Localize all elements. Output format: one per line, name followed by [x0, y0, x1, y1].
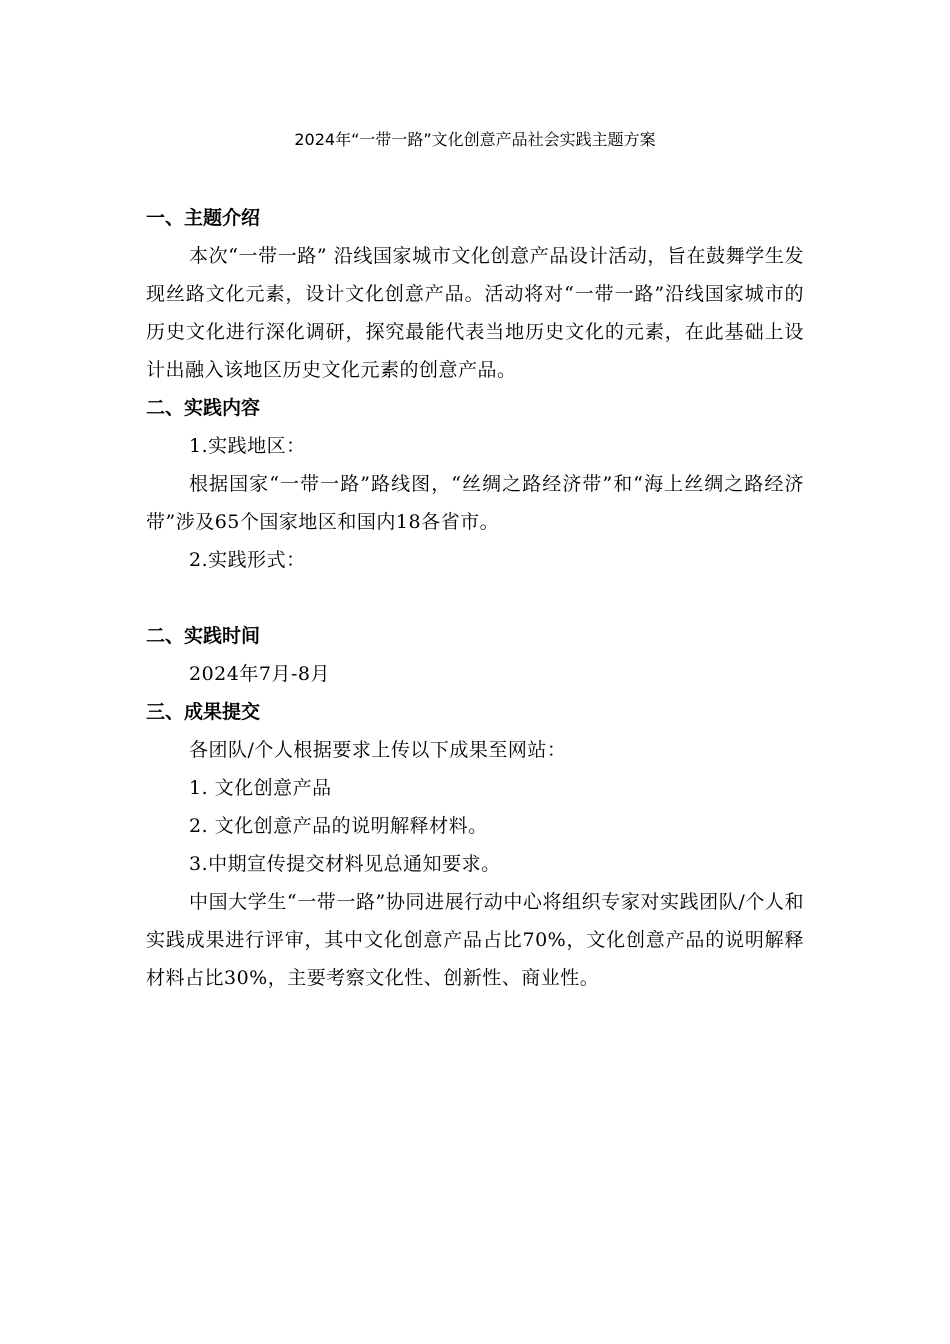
blank-line	[146, 579, 804, 617]
paragraph-practice-region-label: 1.实践地区：	[189, 435, 306, 457]
paragraph-theme-intro: 本次“一带一路” 沿线国家城市文化创意产品设计活动，旨在鼓舞学生发现丝路文化元素，设计文化创意产品。活动将对“一带一路”沿线国家城市的历史文化进行深化调研，探究最能代表当地历史文化的元素，在此基础上设计出融入该地区历史文化元素的创意产品。	[146, 245, 804, 381]
section-heading-submission: 三、成果提交	[146, 701, 261, 723]
section-heading-theme-intro: 一、主题介绍	[146, 207, 261, 229]
paragraph-practice-time: 2024年7月-8月	[189, 663, 330, 685]
document-title: 2024年“一带一路”文化创意产品社会实践主题方案	[294, 130, 656, 149]
paragraph-evaluation: 中国大学生“一带一路”协同进展行动中心将组织专家对实践团队/个人和实践成果进行评审，其中文化创意产品占比70%，文化创意产品的说明解释材料占比30%，主要考察文化性、创新性、商业性。	[146, 891, 804, 989]
document-body	[146, 199, 804, 997]
section-heading-practice-content: 二、实践内容	[146, 397, 261, 419]
list-item-submission-3: 3.中期宣传提交材料见总通知要求。	[189, 853, 501, 875]
list-item-submission-2: 2. 文化创意产品的说明解释材料。	[189, 815, 488, 837]
paragraph-practice-form-label: 2.实践形式：	[189, 549, 306, 571]
paragraph-submission-intro: 各团队/个人根据要求上传以下成果至网站：	[189, 739, 567, 761]
section-heading-practice-time: 二、实践时间	[146, 625, 261, 647]
list-item-submission-1: 1. 文化创意产品	[189, 777, 332, 799]
paragraph-practice-region: 根据国家“一带一路”路线图，“丝绸之路经济带”和“海上丝绸之路经济带”涉及65个国家地区和国内18各省市。	[146, 473, 804, 533]
